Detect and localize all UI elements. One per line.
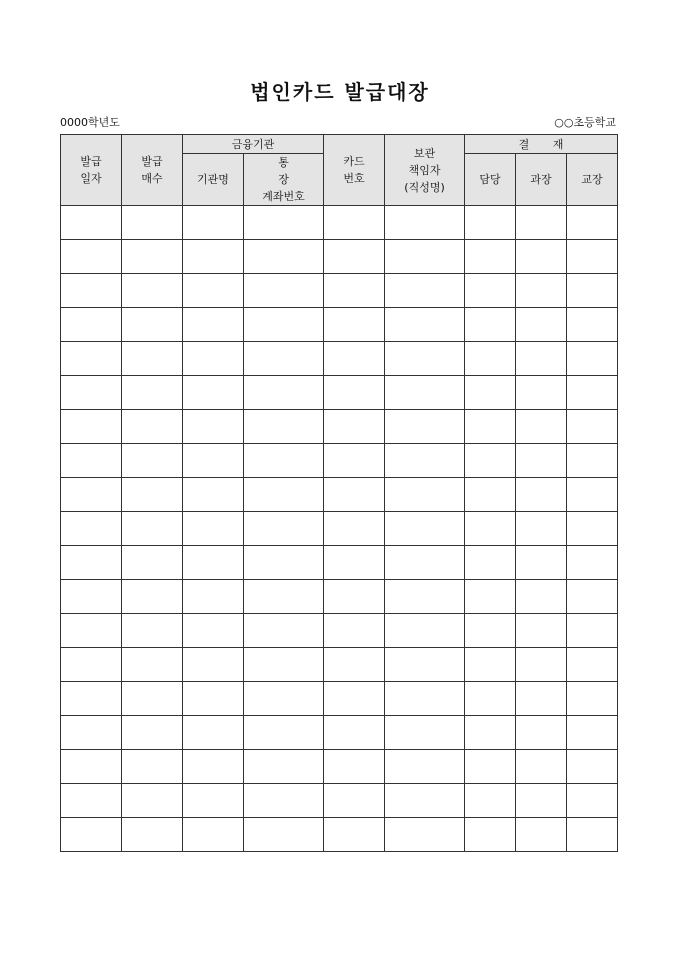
cell-institution-name[interactable] bbox=[183, 614, 244, 648]
cell-account-number[interactable] bbox=[244, 580, 324, 614]
cell-issue-count[interactable] bbox=[122, 580, 183, 614]
cell-approval-section-chief[interactable] bbox=[516, 648, 567, 682]
cell-institution-name[interactable] bbox=[183, 580, 244, 614]
cell-account-number[interactable] bbox=[244, 410, 324, 444]
cell-custodian[interactable] bbox=[385, 410, 465, 444]
table-row bbox=[61, 750, 618, 784]
cell-approval-staff[interactable] bbox=[465, 444, 516, 478]
cell-issue-count[interactable] bbox=[122, 478, 183, 512]
cell-custodian[interactable] bbox=[385, 444, 465, 478]
school-name: ○○초등학교 bbox=[554, 116, 616, 129]
cell-issue-count[interactable] bbox=[122, 308, 183, 342]
cell-approval-principal[interactable] bbox=[567, 206, 618, 240]
cell-issue-count[interactable] bbox=[122, 784, 183, 818]
cell-approval-section-chief[interactable] bbox=[516, 274, 567, 308]
cell-approval-staff[interactable] bbox=[465, 648, 516, 682]
cell-institution-name[interactable] bbox=[183, 682, 244, 716]
cell-approval-staff[interactable] bbox=[465, 478, 516, 512]
table-row bbox=[61, 376, 618, 410]
cell-account-number[interactable] bbox=[244, 444, 324, 478]
cell-issue-count[interactable] bbox=[122, 818, 183, 852]
table-row bbox=[61, 580, 618, 614]
cell-custodian[interactable] bbox=[385, 716, 465, 750]
cell-approval-principal[interactable] bbox=[567, 240, 618, 274]
cell-approval-section-chief[interactable] bbox=[516, 512, 567, 546]
ledger-body bbox=[61, 206, 618, 852]
cell-issue-count[interactable] bbox=[122, 274, 183, 308]
cell-issue-date[interactable] bbox=[61, 444, 122, 478]
cell-issue-date[interactable] bbox=[61, 750, 122, 784]
cell-approval-staff[interactable] bbox=[465, 682, 516, 716]
cell-approval-section-chief[interactable] bbox=[516, 478, 567, 512]
cell-institution-name[interactable] bbox=[183, 512, 244, 546]
cell-card-number[interactable] bbox=[324, 784, 385, 818]
cell-approval-staff[interactable] bbox=[465, 240, 516, 274]
cell-approval-section-chief[interactable] bbox=[516, 818, 567, 852]
cell-institution-name[interactable] bbox=[183, 410, 244, 444]
cell-account-number[interactable] bbox=[244, 648, 324, 682]
table-row bbox=[61, 274, 618, 308]
cell-approval-staff[interactable] bbox=[465, 206, 516, 240]
cell-issue-date[interactable] bbox=[61, 274, 122, 308]
table-row bbox=[61, 444, 618, 478]
cell-issue-date[interactable] bbox=[61, 478, 122, 512]
cell-account-number[interactable] bbox=[244, 682, 324, 716]
cell-institution-name[interactable] bbox=[183, 240, 244, 274]
cell-approval-staff[interactable] bbox=[465, 376, 516, 410]
cell-issue-date[interactable] bbox=[61, 342, 122, 376]
school-year: 0000학년도 bbox=[60, 116, 120, 129]
cell-approval-staff[interactable] bbox=[465, 512, 516, 546]
cell-card-number[interactable] bbox=[324, 512, 385, 546]
cell-card-number[interactable] bbox=[324, 716, 385, 750]
cell-card-number[interactable] bbox=[324, 580, 385, 614]
page-title: 법인카드 발급대장 bbox=[250, 80, 430, 104]
table-row bbox=[61, 784, 618, 818]
cell-approval-principal[interactable] bbox=[567, 716, 618, 750]
header-custodian: 보관 책임자 (직성명) bbox=[385, 135, 465, 206]
cell-issue-count[interactable] bbox=[122, 546, 183, 580]
cell-approval-section-chief[interactable] bbox=[516, 546, 567, 580]
cell-issue-count[interactable] bbox=[122, 648, 183, 682]
header-approval-principal: 교장 bbox=[567, 154, 618, 206]
cell-custodian[interactable] bbox=[385, 274, 465, 308]
cell-approval-principal[interactable] bbox=[567, 376, 618, 410]
cell-institution-name[interactable] bbox=[183, 376, 244, 410]
cell-account-number[interactable] bbox=[244, 818, 324, 852]
cell-account-number[interactable] bbox=[244, 308, 324, 342]
table-row bbox=[61, 342, 618, 376]
cell-approval-staff[interactable] bbox=[465, 274, 516, 308]
cell-custodian[interactable] bbox=[385, 750, 465, 784]
cell-account-number[interactable] bbox=[244, 546, 324, 580]
cell-custodian[interactable] bbox=[385, 206, 465, 240]
cell-approval-section-chief[interactable] bbox=[516, 240, 567, 274]
cell-approval-section-chief[interactable] bbox=[516, 580, 567, 614]
cell-approval-section-chief[interactable] bbox=[516, 410, 567, 444]
cell-approval-principal[interactable] bbox=[567, 444, 618, 478]
cell-institution-name[interactable] bbox=[183, 818, 244, 852]
cell-custodian[interactable] bbox=[385, 818, 465, 852]
cell-card-number[interactable] bbox=[324, 240, 385, 274]
cell-approval-section-chief[interactable] bbox=[516, 206, 567, 240]
cell-institution-name[interactable] bbox=[183, 444, 244, 478]
table-row bbox=[61, 648, 618, 682]
cell-approval-principal[interactable] bbox=[567, 818, 618, 852]
cell-institution-name[interactable] bbox=[183, 750, 244, 784]
cell-custodian[interactable] bbox=[385, 512, 465, 546]
cell-approval-section-chief[interactable] bbox=[516, 444, 567, 478]
header-issue-count: 발급 매수 bbox=[122, 135, 183, 206]
cell-approval-principal[interactable] bbox=[567, 648, 618, 682]
cell-issue-date[interactable] bbox=[61, 206, 122, 240]
cell-custodian[interactable] bbox=[385, 580, 465, 614]
cell-issue-date[interactable] bbox=[61, 614, 122, 648]
cell-account-number[interactable] bbox=[244, 206, 324, 240]
cell-approval-staff[interactable] bbox=[465, 750, 516, 784]
table-row bbox=[61, 308, 618, 342]
cell-issue-date[interactable] bbox=[61, 410, 122, 444]
cell-account-number[interactable] bbox=[244, 274, 324, 308]
cell-card-number[interactable] bbox=[324, 682, 385, 716]
cell-issue-count[interactable] bbox=[122, 750, 183, 784]
cell-issue-count[interactable] bbox=[122, 240, 183, 274]
table-row bbox=[61, 682, 618, 716]
cell-approval-section-chief[interactable] bbox=[516, 342, 567, 376]
cell-approval-principal[interactable] bbox=[567, 274, 618, 308]
cell-approval-principal[interactable] bbox=[567, 512, 618, 546]
cell-issue-count[interactable] bbox=[122, 342, 183, 376]
cell-custodian[interactable] bbox=[385, 240, 465, 274]
cell-account-number[interactable] bbox=[244, 376, 324, 410]
table-row bbox=[61, 818, 618, 852]
cell-issue-date[interactable] bbox=[61, 818, 122, 852]
cell-account-number[interactable] bbox=[244, 614, 324, 648]
cell-approval-principal[interactable] bbox=[567, 308, 618, 342]
cell-issue-date[interactable] bbox=[61, 716, 122, 750]
cell-card-number[interactable] bbox=[324, 444, 385, 478]
cell-institution-name[interactable] bbox=[183, 206, 244, 240]
table-row bbox=[61, 512, 618, 546]
cell-account-number[interactable] bbox=[244, 342, 324, 376]
cell-card-number[interactable] bbox=[324, 648, 385, 682]
cell-account-number[interactable] bbox=[244, 478, 324, 512]
cell-issue-count[interactable] bbox=[122, 716, 183, 750]
cell-issue-date[interactable] bbox=[61, 240, 122, 274]
cell-issue-date[interactable] bbox=[61, 376, 122, 410]
cell-account-number[interactable] bbox=[244, 512, 324, 546]
cell-institution-name[interactable] bbox=[183, 342, 244, 376]
cell-approval-staff[interactable] bbox=[465, 580, 516, 614]
cell-account-number[interactable] bbox=[244, 716, 324, 750]
cell-account-number[interactable] bbox=[244, 784, 324, 818]
card-issuance-ledger bbox=[60, 134, 618, 852]
cell-card-number[interactable] bbox=[324, 410, 385, 444]
cell-institution-name[interactable] bbox=[183, 274, 244, 308]
cell-issue-date[interactable] bbox=[61, 308, 122, 342]
cell-card-number[interactable] bbox=[324, 478, 385, 512]
cell-approval-principal[interactable] bbox=[567, 682, 618, 716]
table-row bbox=[61, 478, 618, 512]
header-card-number: 카드 번호 bbox=[324, 135, 385, 206]
cell-issue-count[interactable] bbox=[122, 512, 183, 546]
cell-issue-date[interactable] bbox=[61, 512, 122, 546]
cell-approval-principal[interactable] bbox=[567, 342, 618, 376]
cell-approval-section-chief[interactable] bbox=[516, 784, 567, 818]
cell-custodian[interactable] bbox=[385, 546, 465, 580]
cell-institution-name[interactable] bbox=[183, 648, 244, 682]
cell-account-number[interactable] bbox=[244, 750, 324, 784]
cell-approval-section-chief[interactable] bbox=[516, 716, 567, 750]
header-approval: 결 재 bbox=[465, 135, 618, 154]
cell-custodian[interactable] bbox=[385, 784, 465, 818]
cell-institution-name[interactable] bbox=[183, 784, 244, 818]
cell-approval-principal[interactable] bbox=[567, 580, 618, 614]
cell-custodian[interactable] bbox=[385, 682, 465, 716]
cell-issue-date[interactable] bbox=[61, 682, 122, 716]
cell-card-number[interactable] bbox=[324, 376, 385, 410]
cell-issue-count[interactable] bbox=[122, 206, 183, 240]
cell-issue-count[interactable] bbox=[122, 682, 183, 716]
cell-approval-principal[interactable] bbox=[567, 546, 618, 580]
cell-card-number[interactable] bbox=[324, 750, 385, 784]
table-row bbox=[61, 716, 618, 750]
table-row bbox=[61, 206, 618, 240]
cell-approval-staff[interactable] bbox=[465, 716, 516, 750]
header-bankbook-account: 통 장 계좌번호 bbox=[244, 154, 324, 206]
cell-approval-staff[interactable] bbox=[465, 546, 516, 580]
cell-approval-section-chief[interactable] bbox=[516, 308, 567, 342]
cell-issue-count[interactable] bbox=[122, 614, 183, 648]
cell-issue-count[interactable] bbox=[122, 410, 183, 444]
cell-custodian[interactable] bbox=[385, 308, 465, 342]
cell-approval-section-chief[interactable] bbox=[516, 682, 567, 716]
cell-issue-date[interactable] bbox=[61, 784, 122, 818]
header-approval-staff: 담당 bbox=[465, 154, 516, 206]
cell-approval-staff[interactable] bbox=[465, 614, 516, 648]
table-row bbox=[61, 410, 618, 444]
cell-custodian[interactable] bbox=[385, 342, 465, 376]
cell-custodian[interactable] bbox=[385, 614, 465, 648]
cell-approval-section-chief[interactable] bbox=[516, 614, 567, 648]
cell-approval-staff[interactable] bbox=[465, 784, 516, 818]
cell-approval-principal[interactable] bbox=[567, 410, 618, 444]
cell-card-number[interactable] bbox=[324, 274, 385, 308]
cell-approval-principal[interactable] bbox=[567, 614, 618, 648]
cell-card-number[interactable] bbox=[324, 818, 385, 852]
cell-card-number[interactable] bbox=[324, 342, 385, 376]
cell-card-number[interactable] bbox=[324, 546, 385, 580]
cell-account-number[interactable] bbox=[244, 240, 324, 274]
cell-institution-name[interactable] bbox=[183, 546, 244, 580]
cell-card-number[interactable] bbox=[324, 614, 385, 648]
header-approval-section-chief: 과장 bbox=[516, 154, 567, 206]
table-row bbox=[61, 546, 618, 580]
cell-approval-staff[interactable] bbox=[465, 308, 516, 342]
cell-institution-name[interactable] bbox=[183, 478, 244, 512]
cell-custodian[interactable] bbox=[385, 478, 465, 512]
cell-approval-staff[interactable] bbox=[465, 818, 516, 852]
cell-issue-count[interactable] bbox=[122, 444, 183, 478]
cell-issue-date[interactable] bbox=[61, 580, 122, 614]
cell-approval-staff[interactable] bbox=[465, 342, 516, 376]
cell-approval-principal[interactable] bbox=[567, 784, 618, 818]
cell-approval-principal[interactable] bbox=[567, 478, 618, 512]
cell-approval-section-chief[interactable] bbox=[516, 376, 567, 410]
cell-approval-section-chief[interactable] bbox=[516, 750, 567, 784]
header-institution-name: 기관명 bbox=[183, 154, 244, 206]
cell-issue-date[interactable] bbox=[61, 648, 122, 682]
cell-institution-name[interactable] bbox=[183, 716, 244, 750]
table-row bbox=[61, 240, 618, 274]
cell-card-number[interactable] bbox=[324, 206, 385, 240]
cell-custodian[interactable] bbox=[385, 376, 465, 410]
cell-issue-date[interactable] bbox=[61, 546, 122, 580]
cell-approval-staff[interactable] bbox=[465, 410, 516, 444]
table-row bbox=[61, 614, 618, 648]
cell-custodian[interactable] bbox=[385, 648, 465, 682]
cell-issue-count[interactable] bbox=[122, 376, 183, 410]
cell-institution-name[interactable] bbox=[183, 308, 244, 342]
cell-card-number[interactable] bbox=[324, 308, 385, 342]
header-issue-date: 발급 일자 bbox=[61, 135, 122, 206]
header-financial-institution: 금융기관 bbox=[183, 135, 324, 154]
cell-approval-principal[interactable] bbox=[567, 750, 618, 784]
